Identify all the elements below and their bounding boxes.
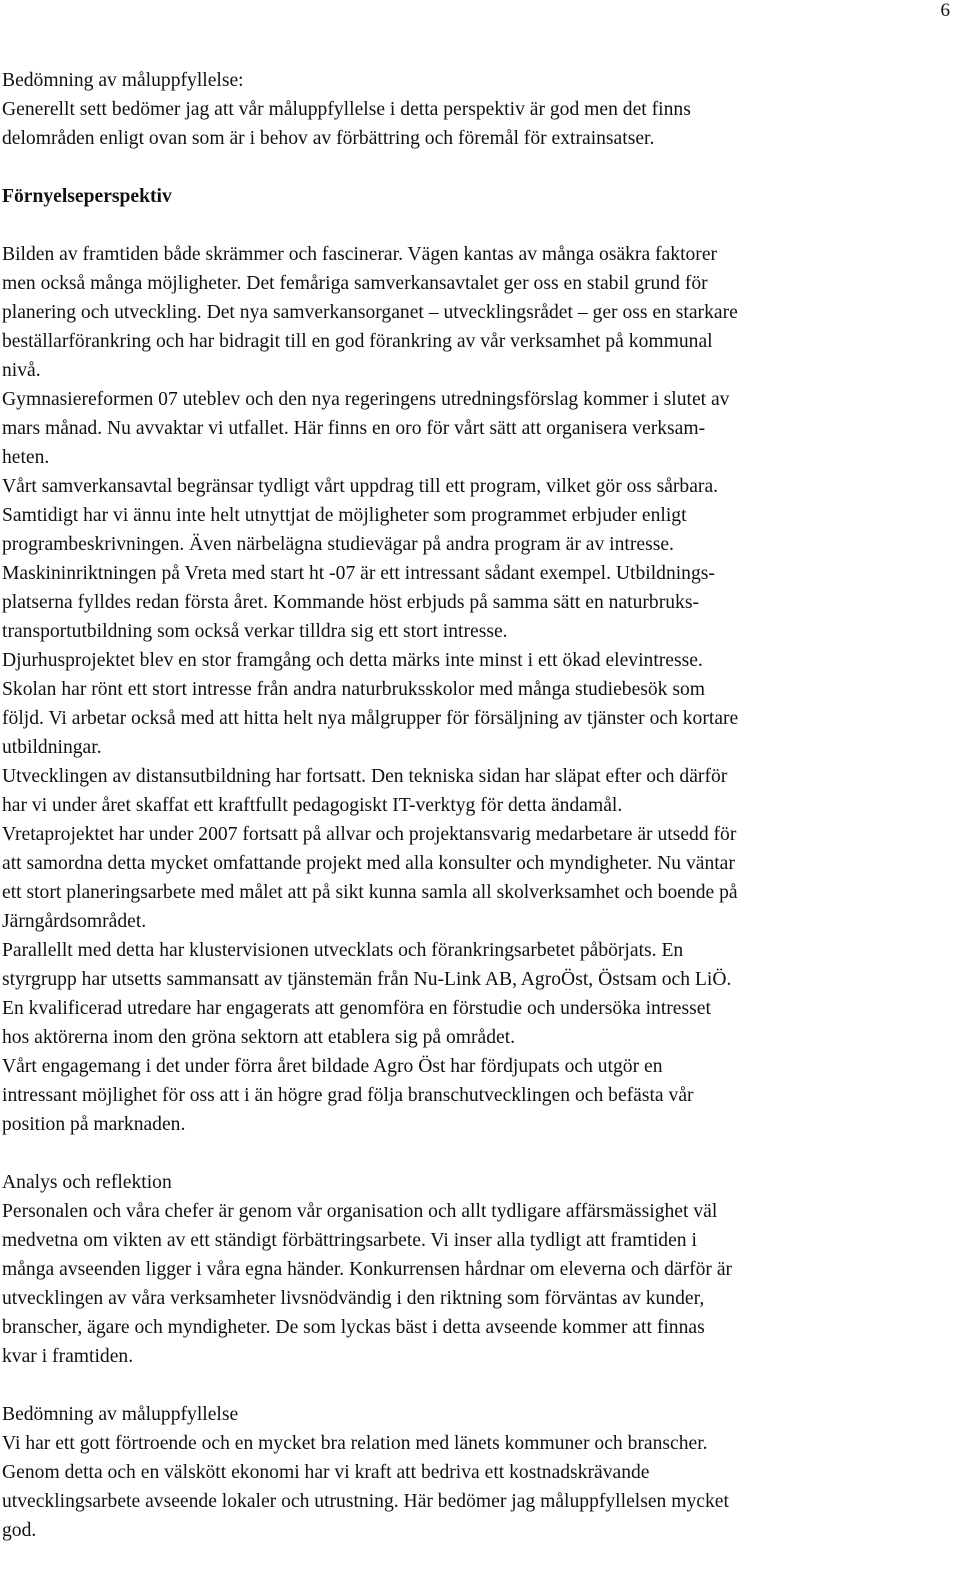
text-line: platserna fylldes redan första året. Kommande höst erbjuds på samma sätt en naturbruks- xyxy=(2,592,699,613)
text-line: god. xyxy=(2,1520,37,1541)
page-number: 6 xyxy=(940,0,950,21)
text-line: Bilden av framtiden både skrämmer och fascinerar. Vägen kantas av många osäkra faktorer xyxy=(2,244,718,265)
text-line: Maskininriktningen på Vreta med start ht -07 är ett intressant sådant exempel. Utbildnings- xyxy=(2,563,715,584)
paragraph xyxy=(2,1429,946,1545)
text-line: mars månad. Nu avvaktar vi utfallet. Här finns en oro för vårt sätt att organisera verksam- xyxy=(2,418,706,439)
paragraph xyxy=(2,95,946,153)
paragraph-gap xyxy=(2,1139,946,1168)
text-line: Vi har ett gott förtroende och en mycket bra relation med länets kommuner och branscher. xyxy=(2,1433,708,1454)
text-line: Parallellt med detta har klustervisionen utvecklats och förankringsarbetet påbörjats. En xyxy=(2,940,684,961)
paragraph-gap xyxy=(2,211,946,240)
text-line: Utvecklingen av distansutbildning har fortsatt. Den tekniska sidan har släpat efter och därför xyxy=(2,766,728,787)
paragraph xyxy=(2,1197,946,1371)
text-line: Samtidigt har vi ännu inte helt utnyttjat de möjligheter som programmet erbjuder enligt xyxy=(2,505,687,526)
text-line: intressant möjlighet för oss att i än högre grad följa branschutvecklingen och befästa vår xyxy=(2,1085,694,1106)
paragraph xyxy=(2,240,946,1139)
section-heading xyxy=(2,182,946,211)
text-line: att samordna detta mycket omfattande projekt med alla konsulter och myndigheter. Nu väntar xyxy=(2,853,735,874)
text-line: Bedömning av måluppfyllelse xyxy=(2,1404,239,1425)
text-line: Djurhusprojektet blev en stor framgång och detta märks inte minst i ett ökad elevintresse. xyxy=(2,650,703,671)
text-line: styrgrupp har utsetts sammansatt av tjänstemän från Nu-Link AB, AgroÖst, Östsam och LiÖ. xyxy=(2,969,732,990)
text-line: nivå. xyxy=(2,360,41,381)
text-line: utvecklingen av våra verksamheter livsnödvändig i den riktning som förväntas av kunder, xyxy=(2,1288,705,1309)
text-line: Analys och reflektion xyxy=(2,1172,172,1193)
text-line: kvar i framtiden. xyxy=(2,1346,134,1367)
text-line: delområden enligt ovan som är i behov av förbättring och föremål för extrainsatser. xyxy=(2,128,655,149)
text-line: medvetna om vikten av ett ständigt förbättringsarbete. Vi inser alla tydligt att framtiden i xyxy=(2,1230,697,1251)
text-line: har vi under året skaffat ett kraftfullt pedagogiskt IT-verktyg för detta ändamål. xyxy=(2,795,623,816)
subsection-heading xyxy=(2,1400,946,1429)
text-line: Genom detta och en välskött ekonomi har vi kraft att bedriva ett kostnadskrävande xyxy=(2,1462,650,1483)
document-body xyxy=(2,66,946,1545)
text-line: men också många möjligheter. Det femåriga samverkansavtalet ger oss en stabil grund för xyxy=(2,273,708,294)
text-line: position på marknaden. xyxy=(2,1114,186,1135)
text-line: Gymnasiereformen 07 uteblev och den nya regeringens utredningsförslag kommer i slutet av xyxy=(2,389,730,410)
paragraph-gap xyxy=(2,1371,946,1400)
text-line: Förnyelseperspektiv xyxy=(2,186,172,207)
text-line: utvecklingsarbete avseende lokaler och utrustning. Här bedömer jag måluppfyllelsen mycket xyxy=(2,1491,729,1512)
subsection-heading xyxy=(2,1168,946,1197)
text-line: programbeskrivningen. Även närbelägna studievägar på andra program är av intresse. xyxy=(2,534,674,555)
text-line: hos aktörerna inom den gröna sektorn att etablera sig på området. xyxy=(2,1027,516,1048)
paragraph-gap xyxy=(2,153,946,182)
text-line: följd. Vi arbetar också med att hitta helt nya målgrupper för försäljning av tjänster och kortare xyxy=(2,708,739,729)
text-line: många avseenden ligger i våra egna händer. Konkurrensen hårdnar om eleverna och därför är xyxy=(2,1259,733,1280)
text-line: En kvalificerad utredare har engagerats att genomföra en förstudie och undersöka intresset xyxy=(2,998,711,1019)
subsection-heading xyxy=(2,66,946,95)
text-line: Skolan har rönt ett stort intresse från andra naturbruksskolor med många studiebesök som xyxy=(2,679,706,700)
text-line: planering och utveckling. Det nya samverkansorganet – utvecklingsrådet – ger oss en starkare xyxy=(2,302,738,323)
text-line: beställarförankring och har bidragit till en god förankring av vår verksamhet på kommunal xyxy=(2,331,713,352)
text-line: Bedömning av måluppfyllelse: xyxy=(2,70,244,91)
text-line: transportutbildning som också verkar tilldra sig ett stort intresse. xyxy=(2,621,508,642)
text-line: heten. xyxy=(2,447,50,468)
text-line: branscher, ägare och myndigheter. De som lyckas bäst i detta avseende kommer att finnas xyxy=(2,1317,705,1338)
text-line: Järngårdsområdet. xyxy=(2,911,147,932)
text-line: ett stort planeringsarbete med målet att på sikt kunna samla all skolverksamhet och boende på xyxy=(2,882,738,903)
text-line: Generellt sett bedömer jag att vår måluppfyllelse i detta perspektiv är god men det finns xyxy=(2,99,691,120)
text-line: utbildningar. xyxy=(2,737,102,758)
text-line: Vretaprojektet har under 2007 fortsatt på allvar och projektansvarig medarbetare är utsedd för xyxy=(2,824,737,845)
text-line: Personalen och våra chefer är genom vår organisation och allt tydligare affärsmässighet väl xyxy=(2,1201,718,1222)
text-line: Vårt samverkansavtal begränsar tydligt vårt uppdrag till ett program, vilket gör oss sårbara. xyxy=(2,476,719,497)
text-line: Vårt engagemang i det under förra året bildade Agro Öst har fördjupats och utgör en xyxy=(2,1056,663,1077)
